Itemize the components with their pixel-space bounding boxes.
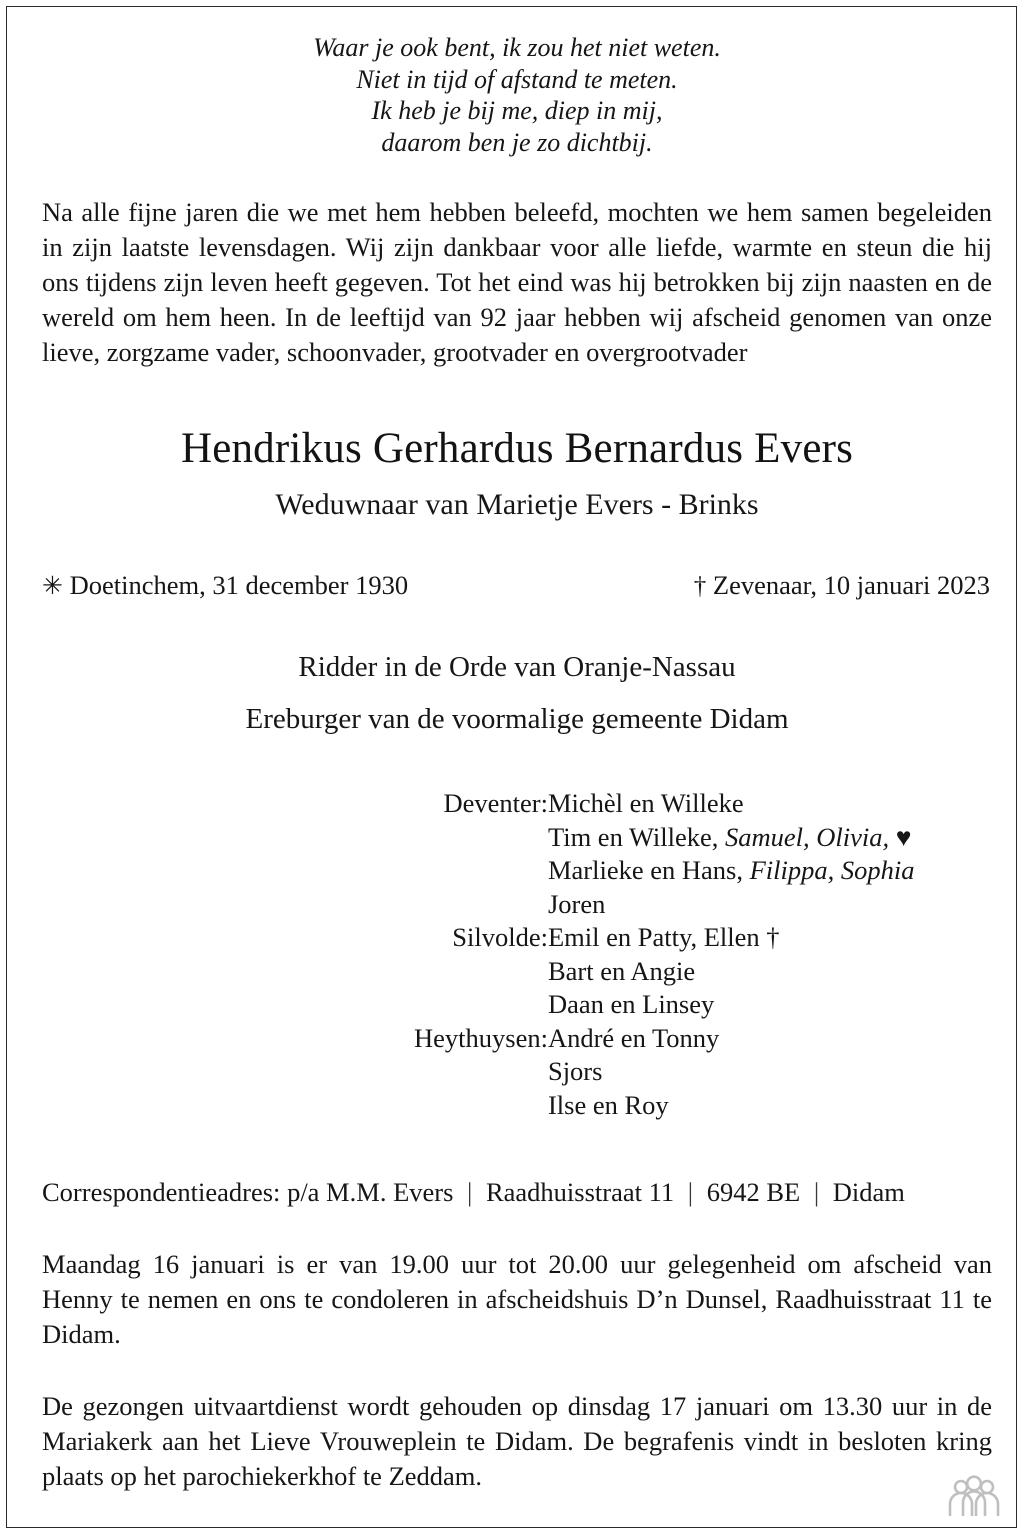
poem [42,32,992,158]
honour-honorary-citizen: Ereburger van de voormalige gemeente Didam [245,703,789,735]
family-place-empty [414,955,548,989]
family-row [414,1055,914,1089]
honours-block [42,649,992,737]
family-row [414,854,914,888]
family-place-label: Heythuysen: [414,1022,548,1053]
family-place-label: Deventer: [443,788,548,818]
name-block [42,424,992,523]
family-names: Michèl en Willeke [547,788,744,818]
death-entry [694,569,992,603]
birth-text: Doetinchem, 31 december 1930 [69,570,409,600]
birth-death-row [42,569,992,603]
birth-entry [42,569,408,603]
notice-content [42,0,992,1521]
family-table-body [414,787,914,1122]
family-names: Joren [547,888,606,919]
family-place-empty [414,1089,548,1123]
spouse-line: Weduwnaar van Marietje Evers - Brinks [275,488,759,521]
family-row [414,921,914,955]
poem-line-1: Waar je ook bent, ik zou het niet weten. [313,33,721,62]
family-place-empty [414,988,548,1022]
service-paragraph: De gezongen uitvaartdienst wordt gehouden op dinsdag 17 januari om 13.30 uur in de Mariakerk aan het Lieve Vrouweplein te Didam. De begrafenis vindt in besloten kring plaats op het parochiekerkhof te Zeddam. [42,1391,992,1491]
poem-line-2: Niet in tijd of afstand te meten. [356,64,678,94]
family-row [414,988,914,1022]
birth-star-icon: ✳ [42,573,63,600]
correspondence-address [42,1176,992,1209]
family-list [42,787,992,1122]
farewell-paragraph: Maandag 16 januari is er van 19.00 uur tot 20.00 uur gelegenheid om afscheid van Henny te nemen en ons te condoleren in afscheidshuis D’n Dunsel, Raadhuisstraat 11 te Didam. [42,1249,992,1349]
family-names: André en Tonny [547,1022,720,1053]
family-row [414,787,914,821]
poem-line-3: Ik heb je bij me, diep in mij, [371,96,663,125]
family-row [414,888,914,922]
family-place-label: Silvolde: [452,922,548,952]
correspondence-label: Correspondentieadres: [42,1177,281,1207]
correspondence-postcode: 6942 BE [706,1177,801,1207]
family-place-empty [414,821,548,855]
correspondence-care-of: p/a M.M. Evers [287,1177,454,1207]
family-names: Marlieke en Hans, Filippa, Sophia [547,855,915,885]
family-group-logo [946,1475,1002,1521]
family-row [414,1089,914,1123]
honour-royal-order: Ridder in de Orde van Oranje-Nassau [298,651,736,683]
family-names: Sjors [547,1056,603,1086]
family-row [414,955,914,989]
correspondence-city: Didam [832,1177,905,1207]
poem-line-4: daarom ben je zo dichtbij. [381,127,653,157]
family-names: Emil en Patty, Ellen † [547,922,780,952]
separator-2: | [687,1177,694,1207]
family-place-empty [414,854,548,888]
family-names: Tim en Willeke, Samuel, Olivia, ♥ [547,821,912,852]
separator-3: | [813,1177,820,1207]
deceased-name: Hendrikus Gerhardus Bernardus Evers [180,425,854,472]
family-place-empty [414,1055,548,1089]
separator-1: | [467,1177,473,1207]
death-text: Zevenaar, 10 januari 2023 [712,570,990,600]
cross-icon: † [693,573,707,600]
intro-paragraph: Na alle fijne jaren die we met hem hebben beleefd, mochten we hem samen begeleiden in zijn laatste levensdagen. Wij zijn dankbaar voor alle liefde, warmte en steun die hij ons tijdens zijn leven heeft gegeven. Tot het eind was hij betrokken bij zijn naasten en de wereld om hem heen. In de leeftijd van 92 jaar hebben wij afscheid genomen van onze lieve, zorgzame vader, schoonvader, grootvader en overgrootvader [42,197,992,367]
family-row [414,821,914,855]
family-names: Ilse en Roy [547,1089,669,1120]
family-names: Daan en Linsey [547,989,715,1019]
family-names: Bart en Angie [547,955,696,986]
correspondence-street: Raadhuisstraat 11 [485,1177,675,1207]
family-place-empty [414,888,548,922]
family-table [414,787,914,1122]
family-row [414,1022,914,1056]
